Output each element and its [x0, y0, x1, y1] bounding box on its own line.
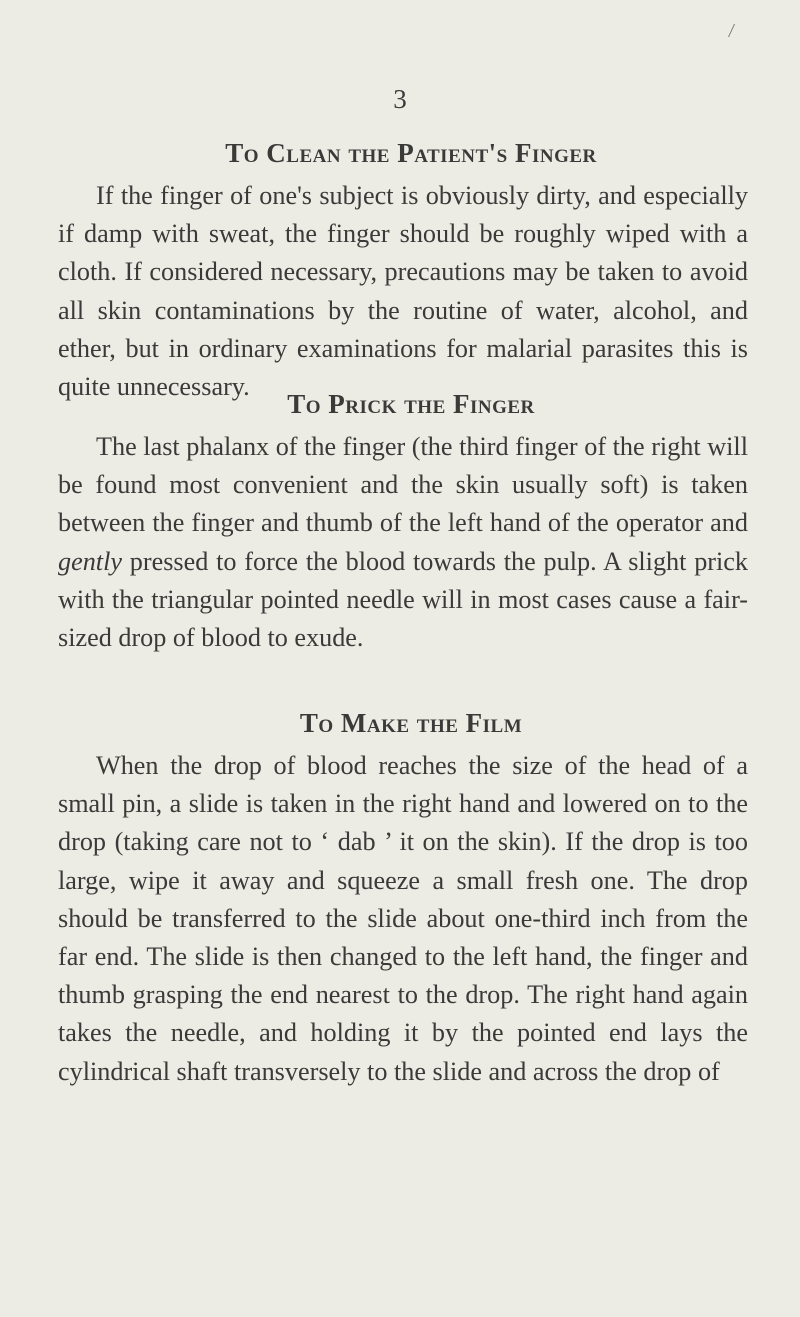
section-paragraph: If the finger of one's subject is obviously dirty, and especially if damp with sweat, the finger should be roughly wiped with a cloth. If considered necessary, precautions may be taken to avoid all skin contaminations by the routine of water, alcohol, and ether, but in ordinary examinations for malarial parasites this is quite unnecessary.: [58, 181, 748, 402]
section-heading: To Clean the Patient's Finger: [225, 138, 597, 168]
section-paragraph: When the drop of blood reaches the size of the head of a small pin, a slide is taken in the right hand and lowered on to the drop (taking care not to ‘ dab ’ it on the skin). If the drop is too large, wipe it away and squeeze a small fresh one. The drop should be transferred to the slide about one-third inch from the far end. The slide is then changed to the left hand, the finger and thumb grasping the end nearest to the drop. The right hand again takes the needle, and holding it by the pointed end lays the cylindrical shaft transversely to the slide and across the drop of: [58, 751, 748, 1086]
section-clean-finger: [58, 135, 748, 406]
section-heading: To Prick the Finger: [287, 389, 535, 419]
section-paragraph: [58, 428, 748, 657]
section-make-film: [58, 705, 748, 1091]
page-number: 3: [393, 84, 407, 114]
pencil-mark-icon: [728, 24, 743, 37]
section-heading: To Make the Film: [299, 708, 523, 738]
paragraph-text: The last phalanx of the finger (the third finger of the right will be found most convenient and the skin usually soft) is taken between the finger and thumb of the left hand of the operator and: [58, 432, 748, 538]
emphasis-text: gently: [58, 546, 122, 576]
paragraph-text: pressed to force the blood towards the pulp. A slight prick with the triangular pointed needle will in most cases cause a fair-sized drop of blood to exude.: [58, 546, 748, 653]
section-prick-finger: [58, 386, 748, 657]
